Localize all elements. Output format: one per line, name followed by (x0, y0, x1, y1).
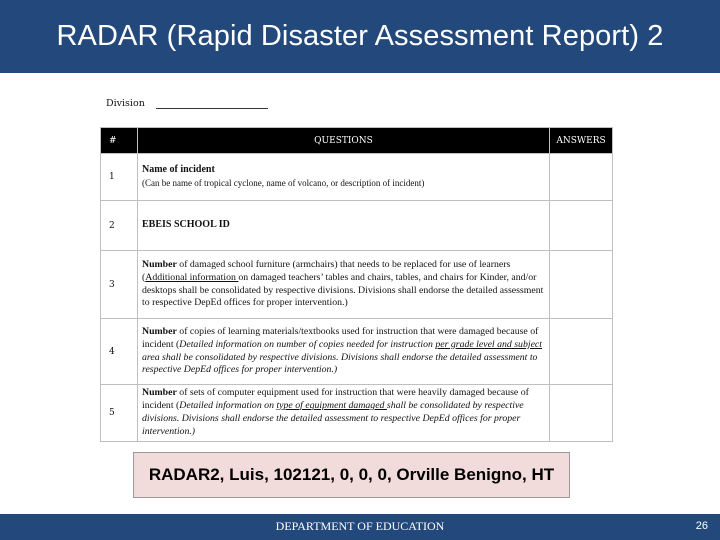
question-italic: Detailed information on (179, 399, 277, 411)
answer-cell[interactable] (550, 319, 613, 385)
question-text: of sets of computer equipment used for instruction that were heavily damaged because of incident ( (142, 387, 529, 411)
row-number: 2 (101, 201, 138, 251)
slide-title: RADAR (Rapid Disaster Assessment Report) 2 (56, 20, 664, 52)
division-field (106, 98, 268, 109)
row-number: 1 (101, 154, 138, 201)
header-questions: QUESTIONS (138, 128, 550, 154)
question-underlined: per grade level and subject (435, 338, 542, 350)
table-row (101, 154, 613, 201)
table-header-row (101, 128, 613, 154)
question-lead: Number (142, 325, 177, 337)
question-cell (138, 385, 550, 442)
question-text: on damaged teachers’ tables and chairs, tables, and chairs for Kinder, and/or desktops shall be consolidated by respective divisions. Divisions shall endorse the detailed assessment to respective DepEd offices for proper intervention.) (142, 271, 544, 309)
question-hint: (Can be name of tropical cyclone, name of volcano, or description of incident) (142, 178, 425, 188)
row-number: 5 (101, 385, 138, 442)
division-label: Division (106, 98, 145, 109)
result-text: RADAR2, Luis, 102121, 0, 0, 0, Orville Benigno, HT (148, 465, 555, 484)
question-label: EBEIS SCHOOL ID (142, 219, 230, 231)
footer-bar (0, 514, 720, 540)
row-number: 4 (101, 319, 138, 385)
question-text: of damaged school furniture (armchairs) that needs to be replaced for use of learners ( (142, 258, 511, 283)
header-answers: ANSWERS (550, 128, 613, 154)
answer-cell[interactable] (550, 201, 613, 251)
question-underlined: type of equipment damaged (276, 399, 387, 411)
question-lead: Number (142, 387, 177, 398)
result-box (133, 452, 570, 498)
question-cell (138, 154, 550, 201)
question-cell (138, 201, 550, 251)
table-row (101, 201, 613, 251)
question-italic: area shall be consolidated by respective divisions. Divisions shall endorse the detailed assessment to respective DepEd offices for proper intervention.) (142, 351, 538, 376)
question-cell (138, 251, 550, 319)
radar-questionnaire-table (100, 127, 613, 442)
table-row (101, 385, 613, 442)
answer-cell[interactable] (550, 385, 613, 442)
answer-cell[interactable] (550, 251, 613, 319)
answer-cell[interactable] (550, 154, 613, 201)
title-bar (0, 0, 720, 73)
question-lead: Number (142, 258, 177, 270)
question-label: Name of incident (142, 164, 215, 176)
question-italic: Detailed information on number of copies needed for instruction (179, 338, 436, 350)
division-blank-line (156, 100, 268, 109)
question-italic: shall be consolidated by respective divisions. Divisions shall endorse the detailed assessment to respective DepEd offices for proper intervention.) (142, 399, 524, 437)
question-text: of copies of learning materials/textbooks used for instruction that were damaged because of incident ( (142, 325, 539, 350)
page-number: 26 (695, 520, 708, 532)
header-number: # (101, 128, 138, 154)
question-cell (138, 319, 550, 385)
department-label: DEPARTMENT OF EDUCATION (275, 519, 445, 533)
row-number: 3 (101, 251, 138, 319)
table-row (101, 251, 613, 319)
table-row (101, 319, 613, 385)
question-underlined: Additional information (145, 271, 239, 283)
